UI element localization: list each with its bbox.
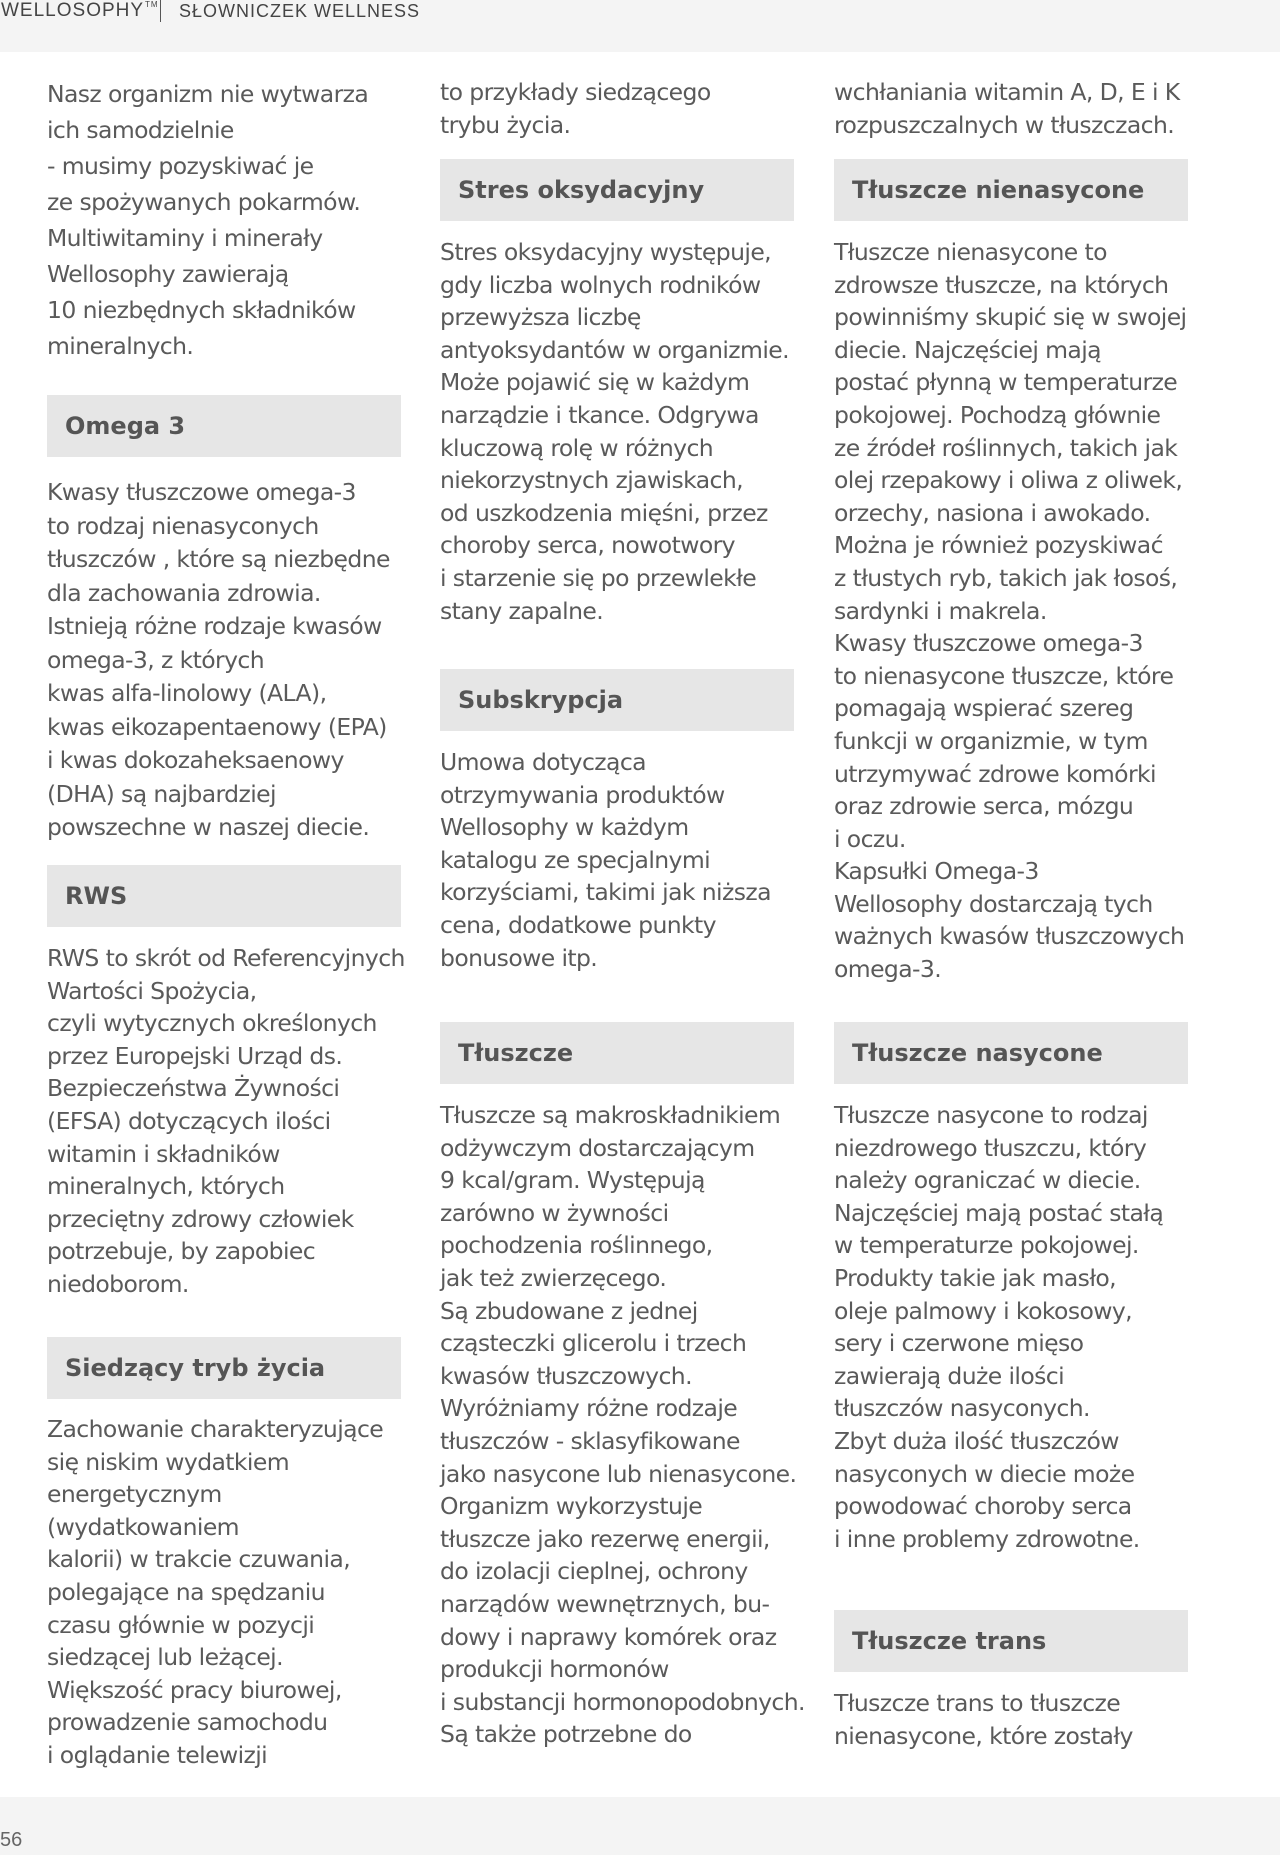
subscription-text: Umowa dotycząca otrzymywania produktów Wellosophy w każdym katalogu ze specjalnymi korzyściami, takimi jak niższa cena, dodatkowe punkty bonusowe itp.: [440, 748, 771, 972]
heading-rws: RWS: [47, 865, 401, 927]
top-bar: [0, 0, 1280, 52]
col1-intro-text: Nasz organizm nie wytwarza ich samodzielnie - musimy pozyskiwać je ze spożywanych pokarmów. Multiwitaminy i minerały Wellosophy zawierają 10 niezbędnych składników mineralnych.: [47, 80, 369, 360]
fats-text: Tłuszcze są makroskładnikiem odżywczym dostarczającym 9 kcal/gram. Występują zarówno w żywności pochodzenia roślinnego, jak też zwierzęcego. Są zbudowane z jednej cząsteczki glicerolu i trzech kwasów tłuszczowych. Wyróżniamy różne rodzaje tłuszczów - sklasyfikowane jako nasycone lub nienasycone. Organizm wykorzystuje tłuszcze jako rezerwę energii, do izolacji cieplnej, ochrony narządów wewnętrznych, bu- dowy i naprawy komórek oraz produkcji hormonów i substancji hormonopodobnych. Są także potrzebne do: [440, 1101, 805, 1749]
col2-intro-text: to przykłady siedzącego trybu życia.: [440, 78, 711, 139]
trans-fats-text: Tłuszcze trans to tłuszcze nienasycone, które zostały: [834, 1689, 1133, 1750]
brand-logo: [1, 0, 159, 22]
heading-oxidative-stress: Stres oksydacyjny: [440, 159, 794, 221]
heading-saturated-fats: Tłuszcze nasycone: [834, 1022, 1188, 1084]
unsaturated-fats-text: Tłuszcze nienasycone to zdrowsze tłuszcze, na których powinniśmy skupić się w swojej diecie. Najczęściej mają postać płynną w temperaturze pokojowej. Pochodzą głównie ze źródeł roślinnych, takich jak olej rzepakowy i oliwa z oliwek, orzechy, nasiona i awokado. Można je również pozyskiwać z tłustych ryb, takich jak łosoś, sardynki i makrela. Kwasy tłuszczowe omega-3 to nienasycone tłuszcze, które pomagają wspierać szereg funkcji w organizmie, w tym utrzymywać zdrowe komórki oraz zdrowie serca, mózgu i oczu. Kapsułki Omega-3 Wellosophy dostarczają tych ważnych kwasów tłuszczowych omega-3.: [834, 238, 1187, 984]
heading-unsaturated-fats: Tłuszcze nienasycone: [834, 159, 1188, 221]
header-separator: [160, 0, 161, 22]
rws-text: RWS to skrót od Referencyjnych Wartości Spożycia, czyli wytycznych określonych przez Europejski Urząd ds. Bezpieczeństwa Żywności (EFSA) dotyczących ilości witamin i składników mineralnych, których przeciętny zdrowy człowiek potrzebuje, by zapobiec niedoborom.: [47, 944, 405, 1298]
saturated-fats-text: Tłuszcze nasycone to rodzaj niezdrowego tłuszczu, który należy ograniczać w diecie. Najczęściej mają postać stałą w temperaturze pokojowej. Produkty takie jak masło, oleje palmowy i kokosowy, sery i czerwone mięso zawierają duże ilości tłuszczów nasyconych. Zbyt duża ilość tłuszczów nasyconych w diecie może powodować choroby serca i inne problemy zdrowotne.: [834, 1101, 1164, 1553]
omega3-text: Kwasy tłuszczowe omega-3 to rodzaj nienasyconych tłuszczów , które są niezbędne dla zachowania zdrowia. Istnieją różne rodzaje kwasów omega-3, z których kwas alfa-linolowy (ALA), kwas eikozapentaenowy (EPA) i kwas dokozaheksaenowy (DHA) są najbardziej powszechne w naszej diecie.: [47, 478, 390, 841]
oxidative-stress-text: Stres oksydacyjny występuje, gdy liczba wolnych rodników przewyższa liczbę antyoksydantów w organizmie. Może pojawić się w każdym narządzie i tkance. Odgrywa kluczową rolę w różnych niekorzystnych zjawiskach, od uszkodzenia mięśni, przez choroby serca, nowotwory i starzenie się po przewlekłe stany zapalne.: [440, 238, 789, 625]
brand-logo-text: WELLOSOPHY: [1, 0, 145, 21]
page-number: 56: [0, 1829, 23, 1851]
heading-omega3: Omega 3: [47, 395, 401, 457]
brand-logo-tm: TM: [145, 0, 159, 9]
heading-sedentary: Siedzący tryb życia: [47, 1337, 401, 1399]
heading-subscription: Subskrypcja: [440, 669, 794, 731]
heading-fats: Tłuszcze: [440, 1022, 794, 1084]
sedentary-text: Zachowanie charakteryzujące się niskim wydatkiem energetycznym (wydatkowaniem kalorii) w trakcie czuwania, polegające na spędzaniu czasu głównie w pozycji siedzącej lub leżącej. Większość pracy biurowej, prowadzenie samochodu i oglądanie telewizji: [47, 1415, 384, 1769]
col3-intro-text: wchłaniania witamin A, D, E i K rozpuszczalnych w tłuszczach.: [834, 78, 1180, 139]
heading-trans-fats: Tłuszcze trans: [834, 1610, 1188, 1672]
section-title: SŁOWNICZEK WELLNESS: [179, 1, 421, 21]
